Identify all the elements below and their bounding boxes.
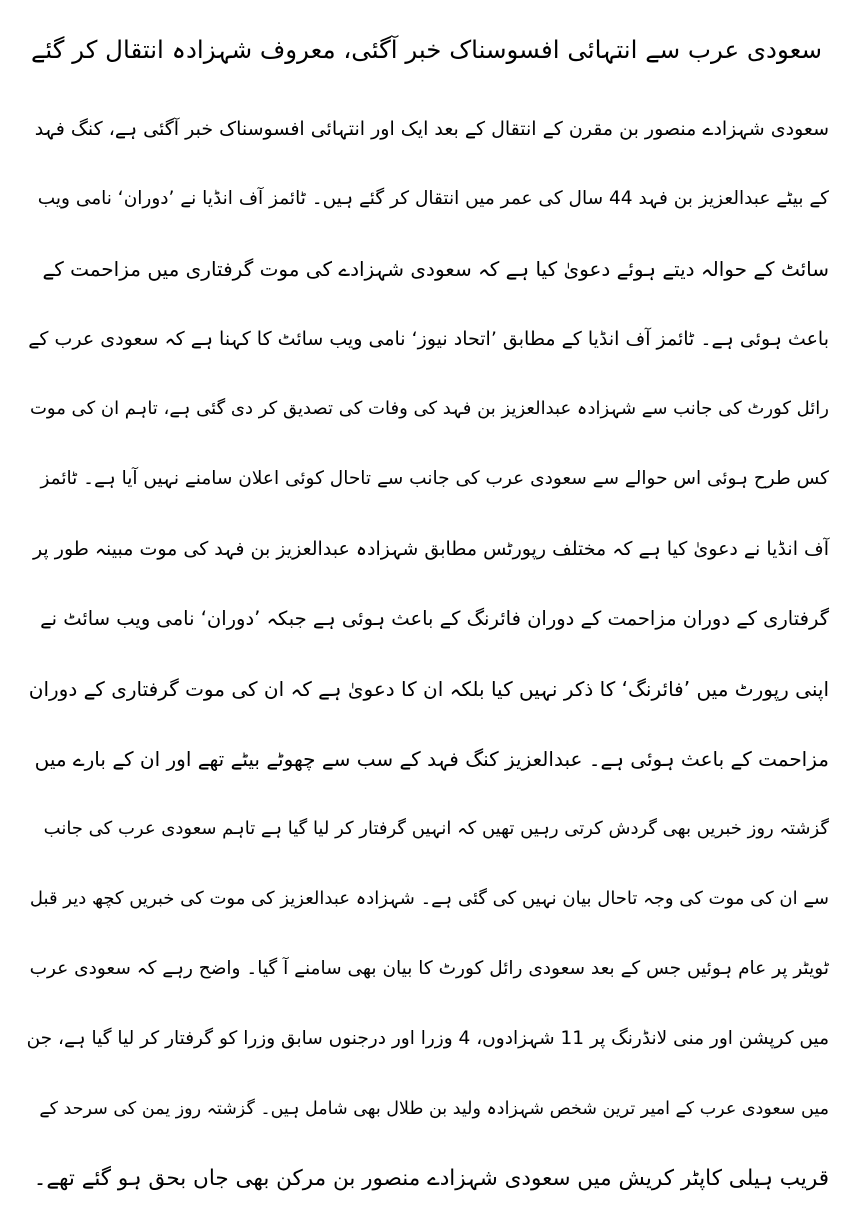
article-line: اپنی رپورٹ میں ’فائرنگ‘ کا ذکر نہیں کیا بلکہ ان کا دعویٰ ہے کہ ان کی موت گرفتاری کے دوران (28, 677, 829, 701)
article-line: ٹویٹر پر عام ہوئیں جس کے بعد سعودی رائل کورٹ کا بیان بھی سامنے آ گیا۔ واضح رہے کہ سعودی عرب (29, 958, 829, 979)
article-line: میں سعودی عرب کے امیر ترین شخص شہزادہ ولید بن طلال بھی شامل ہیں۔ گزشتہ روز یمن کی سرحد کے (39, 1099, 829, 1119)
article-body (24, 94, 829, 1214)
article-line: مزاحمت کے باعث ہوئی ہے۔ عبدالعزیز کنگ فہد کے سب سے چھوٹے بیٹے تھے اور ان کے بارے میں (34, 747, 829, 771)
article-headline: سعودی عرب سے انتہائی افسوسناک خبر آگئی، معروف شہزادہ انتقال کر گئے (31, 35, 822, 64)
article-line: سعودی شہزادے منصور بن مقرن کے انتقال کے بعد ایک اور انتہائی افسوسناک خبر آگئی ہے، کنگ فہد (34, 118, 829, 140)
article-line: سائٹ کے حوالہ دیتے ہوئے دعویٰ کیا ہے کہ سعودی شہزادے کی موت گرفتاری میں مزاحمت کے (42, 257, 829, 281)
article-line: گزشتہ روز خبریں بھی گردش کرتی رہیں تھیں کہ انہیں گرفتار کر لیا گیا ہے تاہم سعودی عرب کی جانب (43, 818, 829, 839)
article-line: کے بیٹے عبدالعزیز بن فہد 44 سال کی عمر میں انتقال کر گئے ہیں۔ ٹائمز آف انڈیا نے ’دوران‘ نامی ویب (37, 188, 829, 209)
article-line: کس طرح ہوئی اس حوالے سے سعودی عرب کی جانب سے تاحال کوئی اعلان سامنے نہیں آیا ہے۔ ٹائمز (40, 468, 829, 489)
article-line: رائل کورٹ کی جانب سے شہزادہ عبدالعزیز بن فہد کی وفات کی تصدیق کر دی گئی ہے، تاہم ان کی موت (29, 398, 829, 419)
article-line: قریب ہیلی کاپٹر کریش میں سعودی شہزادے منصور بن مرکن بھی جاں بحق ہو گئے تھے۔ (33, 1166, 829, 1191)
article-line: باعث ہوئی ہے۔ ٹائمز آف انڈیا کے مطابق ’اتحاد نیوز‘ نامی ویب سائٹ کا کہنا ہے کہ سعودی عرب کے (28, 328, 829, 350)
article-line: سے ان کی موت کی وجہ تاحال بیان نہیں کی گئی ہے۔ شہزادہ عبدالعزیز کی موت کی خبریں کچھ دیر قبل (29, 888, 829, 909)
article-line: گرفتاری کے دوران مزاحمت کے دوران فائرنگ کے باعث ہوئی ہے جبکہ ’دوران‘ نامی ویب سائٹ نے (40, 607, 829, 630)
article-line: میں کرپشن اور منی لانڈرنگ پر 11 شہزادوں، 4 وزرا اور درجنوں سابق وزرا کو گرفتار کر لیا گیا ہے، جن (26, 1028, 829, 1049)
article-line: آف انڈیا نے دعویٰ کیا ہے کہ مختلف رپورٹس مطابق شہزادہ عبدالعزیز بن فہد کی موت مبینہ طور پر (32, 538, 829, 560)
